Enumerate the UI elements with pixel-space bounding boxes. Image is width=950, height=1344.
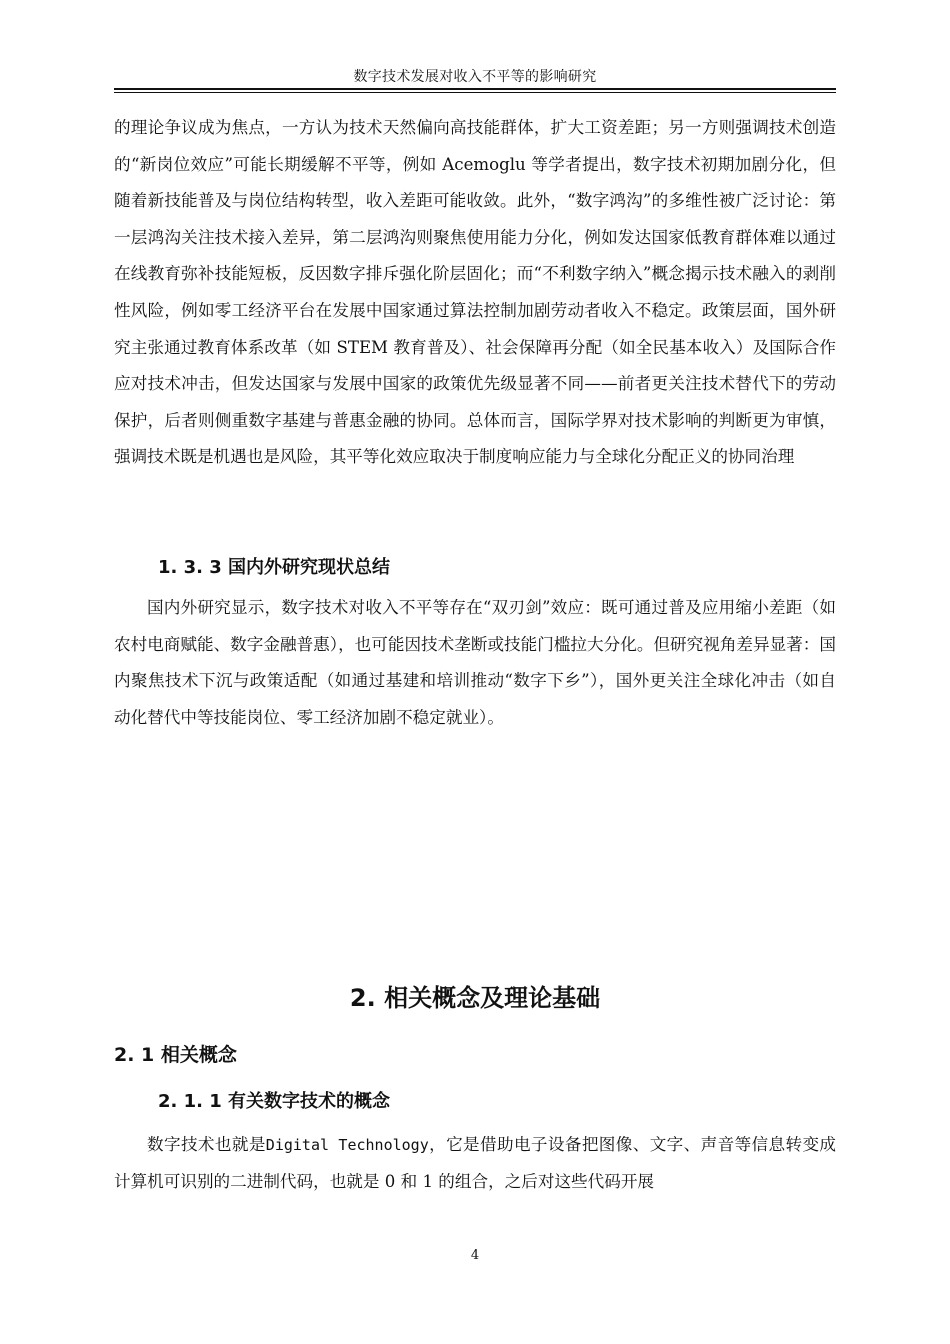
page-number: 4 [470, 1248, 480, 1263]
body-paragraph-3 [114, 1127, 836, 1200]
section-heading-2-1: 2. 1 相关概念 [114, 1044, 237, 1066]
header-rule-thin [114, 92, 836, 93]
section-heading-2-1-1: 2. 1. 1 有关数字技术的概念 [158, 1091, 391, 1112]
header-rule-thick [114, 88, 836, 90]
paragraph-3-term: Digital Technology [265, 1136, 429, 1154]
body-paragraph-2: 国内外研究显示，数字技术对收入不平等存在“双刃剑”效应：既可通过普及应用缩小差距（如农村电商赋能、数字金融普惠），也可能因技术垄断或技能门槛拉大分化。但研究视角差异显著：国内聚焦技术下沉与政策适配（如通过基建和培训推动“数字下乡”），国外更关注全球化冲击（如自动化替代中等技能岗位、零工经济加剧不稳定就业）。 [114, 598, 836, 727]
chapter-heading-2: 2. 相关概念及理论基础 [349, 984, 601, 1012]
paragraph-3-lead: 数字技术也就是 [147, 1135, 266, 1154]
running-header: 数字技术发展对收入不平等的影响研究 [353, 69, 597, 85]
body-paragraph-1: 的理论争议成为焦点，一方认为技术天然偏向高技能群体，扩大工资差距；另一方则强调技术创造的“新岗位效应”可能长期缓解不平等，例如 Acemoglu 等学者提出，数字技术初期加剧分化，但随着新技能普及与岗位结构转型，收入差距可能收敛。此外，“数字鸿沟”的多维性被广泛讨论：第一层鸿沟关注技术接入差异，第二层鸿沟则聚焦使用能力分化，例如发达国家低教育群体难以通过在线教育弥补技能短板，反因数字排斥强化阶层固化；而“不利数字纳入”概念揭示技术融入的剥削性风险，例如零工经济平台在发展中国家通过算法控制加剧劳动者收入不稳定。政策层面，国外研究主张通过教育体系改革（如 STEM 教育普及）、社会保障再分配（如全民基本收入）及国际合作应对技术冲击，但发达国家与发展中国家的政策优先级显著不同——前者更关注技术替代下的劳动保护，后者则侧重数字基建与普惠金融的协同。总体而言，国际学界对技术影响的判断更为审慎，强调技术既是机遇也是风险，其平等化效应取决于制度响应能力与全球化分配正义的协同治理 [114, 118, 836, 467]
paragraph-3-rest: ，它是借助电子设备把图像、文字、声音等信息转变成计算机可识别的二进制代码，也就是 0 和 1 的组合，之后对这些代码开展 [114, 1135, 837, 1191]
section-heading-1-3-3: 1. 3. 3 国内外研究现状总结 [158, 557, 391, 578]
